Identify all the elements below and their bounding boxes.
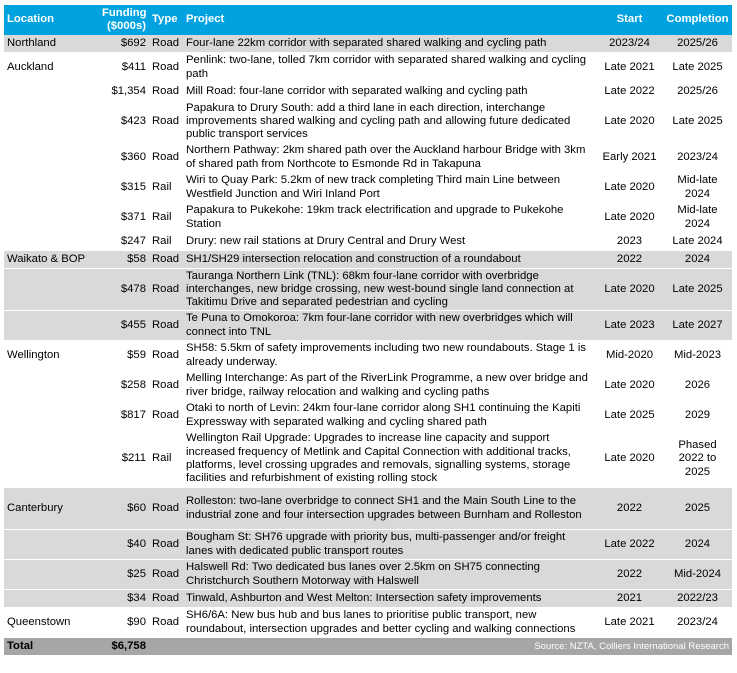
funding-cell: $60 <box>99 488 149 530</box>
table-row <box>4 530 732 560</box>
table-row <box>4 608 732 638</box>
type-cell: Rail <box>149 203 183 233</box>
type-cell: Road <box>149 341 183 371</box>
type-cell: Road <box>149 371 183 401</box>
project-cell: Mill Road: four-lane corridor with separated walking and cycling path <box>183 83 596 101</box>
funding-cell: $371 <box>99 203 149 233</box>
project-cell: Papakura to Drury South: add a third lane in each direction, interchange improvements shared walking and cycling path and allowing future dedicated public transport services <box>183 101 596 143</box>
funding-cell: $247 <box>99 233 149 251</box>
location-cell: Queenstown <box>4 608 99 638</box>
table-row <box>4 341 732 371</box>
location-cell <box>4 269 99 311</box>
project-cell: Otaki to north of Levin: 24km four-lane corridor along SH1 continuing the Kapiti Expressway with separated walking and cycling shared path <box>183 401 596 431</box>
table-row <box>4 101 732 143</box>
header-start: Start <box>596 5 663 35</box>
project-cell: Rolleston: two-lane overbridge to connect SH1 and the Main South Line to the industrial zone and four intersection upgrades between Burnham and Rolleston <box>183 488 596 530</box>
table-row <box>4 401 732 431</box>
funding-cell: $258 <box>99 371 149 401</box>
completion-cell: 2025/26 <box>663 83 732 101</box>
start-cell: Early 2021 <box>596 143 663 173</box>
type-cell: Rail <box>149 233 183 251</box>
location-cell: Wellington <box>4 341 99 371</box>
start-cell: Late 2023 <box>596 311 663 341</box>
funding-cell: $34 <box>99 590 149 608</box>
project-cell: Wellington Rail Upgrade: Upgrades to increase line capacity and support increased frequency of Metlink and Capital Connection with additional tracks, platforms, level crossing upgrades and removals, signalling systems, storage facilities and refurbishment of existing rolling stock <box>183 431 596 488</box>
location-cell <box>4 590 99 608</box>
header-funding-line2: ($000s) <box>107 20 146 32</box>
table-row <box>4 431 732 488</box>
type-cell: Rail <box>149 431 183 488</box>
start-cell: 2022 <box>596 251 663 269</box>
completion-cell: 2025/26 <box>663 35 732 53</box>
completion-cell: 2026 <box>663 371 732 401</box>
type-cell: Road <box>149 143 183 173</box>
table-row <box>4 35 732 53</box>
start-cell: 2023/24 <box>596 35 663 53</box>
location-cell <box>4 560 99 590</box>
start-cell: Late 2020 <box>596 431 663 488</box>
funding-cell: $58 <box>99 251 149 269</box>
table-body <box>4 35 732 638</box>
completion-cell: 2023/24 <box>663 143 732 173</box>
project-cell: Halswell Rd: Two dedicated bus lanes over 2.5km on SH75 connecting Christchurch Southern Motorway with Halswell <box>183 560 596 590</box>
type-cell: Road <box>149 488 183 530</box>
completion-cell: 2023/24 <box>663 608 732 638</box>
location-cell <box>4 311 99 341</box>
table-row <box>4 83 732 101</box>
completion-cell: 2024 <box>663 251 732 269</box>
type-cell: Road <box>149 560 183 590</box>
project-cell: Northern Pathway: 2km shared path over the Auckland harbour Bridge with 3km of shared path from Northcote to Esmonde Rd in Takapuna <box>183 143 596 173</box>
type-cell: Road <box>149 608 183 638</box>
location-cell: Canterbury <box>4 488 99 530</box>
table-row <box>4 173 732 203</box>
start-cell: Late 2022 <box>596 530 663 560</box>
start-cell: Late 2022 <box>596 83 663 101</box>
project-cell: Wiri to Quay Park: 5.2km of new track completing Third main Line between Westfield Junction and Wiri Inland Port <box>183 173 596 203</box>
location-cell <box>4 173 99 203</box>
type-cell: Road <box>149 401 183 431</box>
location-cell: Auckland <box>4 53 99 83</box>
location-cell <box>4 203 99 233</box>
start-cell: 2021 <box>596 590 663 608</box>
project-cell: Te Puna to Omokoroa: 7km four-lane corridor with new overbridges which will connect into TNL <box>183 311 596 341</box>
start-cell: Late 2020 <box>596 269 663 311</box>
funding-cell: $25 <box>99 560 149 590</box>
start-cell: Late 2020 <box>596 203 663 233</box>
completion-cell: Late 2025 <box>663 269 732 311</box>
completion-cell: 2022/23 <box>663 590 732 608</box>
completion-cell: Late 2025 <box>663 101 732 143</box>
location-cell <box>4 83 99 101</box>
project-cell: Tinwald, Ashburton and West Melton: Intersection safety improvements <box>183 590 596 608</box>
funding-cell: $817 <box>99 401 149 431</box>
table-row <box>4 311 732 341</box>
header-funding <box>99 5 149 35</box>
funding-cell: $59 <box>99 341 149 371</box>
start-cell: Late 2025 <box>596 401 663 431</box>
type-cell: Road <box>149 269 183 311</box>
total-value: $6,758 <box>99 638 149 656</box>
location-cell <box>4 530 99 560</box>
funding-cell: $90 <box>99 608 149 638</box>
funding-cell: $1,354 <box>99 83 149 101</box>
source-note: Source: NZTA, Colliers International Research <box>149 638 732 656</box>
start-cell: 2022 <box>596 488 663 530</box>
completion-cell: Phased 2022 to 2025 <box>663 431 732 488</box>
table-row <box>4 143 732 173</box>
header-project: Project <box>183 5 596 35</box>
project-cell: Papakura to Pukekohe: 19km track electrification and upgrade to Pukekohe Station <box>183 203 596 233</box>
project-cell: Bougham St: SH76 upgrade with priority bus, multi-passenger and/or freight lanes with dedicated public transport routes <box>183 530 596 560</box>
completion-cell: Late 2027 <box>663 311 732 341</box>
location-cell <box>4 371 99 401</box>
transport-projects-table <box>4 5 732 655</box>
location-cell <box>4 401 99 431</box>
type-cell: Rail <box>149 173 183 203</box>
header-row <box>4 5 732 35</box>
location-cell <box>4 233 99 251</box>
table-row <box>4 488 732 530</box>
start-cell: Late 2021 <box>596 608 663 638</box>
funding-cell: $411 <box>99 53 149 83</box>
project-cell: SH6/6A: New bus hub and bus lanes to prioritise public transport, new roundabout, intersection upgrades and better cycling and walking connections <box>183 608 596 638</box>
funding-cell: $423 <box>99 101 149 143</box>
completion-cell: Mid-late 2024 <box>663 173 732 203</box>
type-cell: Road <box>149 83 183 101</box>
funding-cell: $40 <box>99 530 149 560</box>
total-row <box>4 638 732 656</box>
completion-cell: 2024 <box>663 530 732 560</box>
funding-cell: $692 <box>99 35 149 53</box>
header-completion: Completion <box>663 5 732 35</box>
start-cell: 2023 <box>596 233 663 251</box>
type-cell: Road <box>149 101 183 143</box>
type-cell: Road <box>149 311 183 341</box>
funding-cell: $315 <box>99 173 149 203</box>
project-cell: Four-lane 22km corridor with separated shared walking and cycling path <box>183 35 596 53</box>
type-cell: Road <box>149 590 183 608</box>
completion-cell: Late 2024 <box>663 233 732 251</box>
project-cell: Melling Interchange: As part of the RiverLink Programme, a new over bridge and river bridge, railway relocation and walking and cycling paths <box>183 371 596 401</box>
type-cell: Road <box>149 35 183 53</box>
start-cell: Late 2020 <box>596 101 663 143</box>
start-cell: Late 2021 <box>596 53 663 83</box>
table-row <box>4 371 732 401</box>
funding-cell: $211 <box>99 431 149 488</box>
completion-cell: Late 2025 <box>663 53 732 83</box>
table-row <box>4 560 732 590</box>
location-cell: Northland <box>4 35 99 53</box>
project-cell: SH58: 5.5km of safety improvements including two new roundabouts. Stage 1 is already underway. <box>183 341 596 371</box>
funding-cell: $478 <box>99 269 149 311</box>
start-cell: Mid-2020 <box>596 341 663 371</box>
table-row <box>4 251 732 269</box>
table-row <box>4 233 732 251</box>
location-cell <box>4 101 99 143</box>
location-cell <box>4 431 99 488</box>
header-funding-line1: Funding <box>102 6 147 19</box>
start-cell: Late 2020 <box>596 173 663 203</box>
funding-cell: $455 <box>99 311 149 341</box>
completion-cell: Mid-late 2024 <box>663 203 732 233</box>
table-row <box>4 269 732 311</box>
table-row <box>4 590 732 608</box>
type-cell: Road <box>149 251 183 269</box>
project-cell: SH1/SH29 intersection relocation and construction of a roundabout <box>183 251 596 269</box>
header-location: Location <box>4 5 99 35</box>
start-cell: 2022 <box>596 560 663 590</box>
completion-cell: 2025 <box>663 488 732 530</box>
completion-cell: Mid-2023 <box>663 341 732 371</box>
project-cell: Drury: new rail stations at Drury Central and Drury West <box>183 233 596 251</box>
type-cell: Road <box>149 530 183 560</box>
total-label: Total <box>4 638 99 656</box>
funding-cell: $360 <box>99 143 149 173</box>
location-cell: Waikato & BOP <box>4 251 99 269</box>
header-type: Type <box>149 5 183 35</box>
completion-cell: 2029 <box>663 401 732 431</box>
project-cell: Penlink: two-lane, tolled 7km corridor with separated shared walking and cycling path <box>183 53 596 83</box>
table-row <box>4 53 732 83</box>
start-cell: Late 2020 <box>596 371 663 401</box>
type-cell: Road <box>149 53 183 83</box>
location-cell <box>4 143 99 173</box>
completion-cell: Mid-2024 <box>663 560 732 590</box>
table-row <box>4 203 732 233</box>
project-cell: Tauranga Northern Link (TNL): 68km four-lane corridor with overbridge interchanges, new bridge crossing, new west-bound single land connection at Takitimu Drive and separated pedestrian and cycling <box>183 269 596 311</box>
